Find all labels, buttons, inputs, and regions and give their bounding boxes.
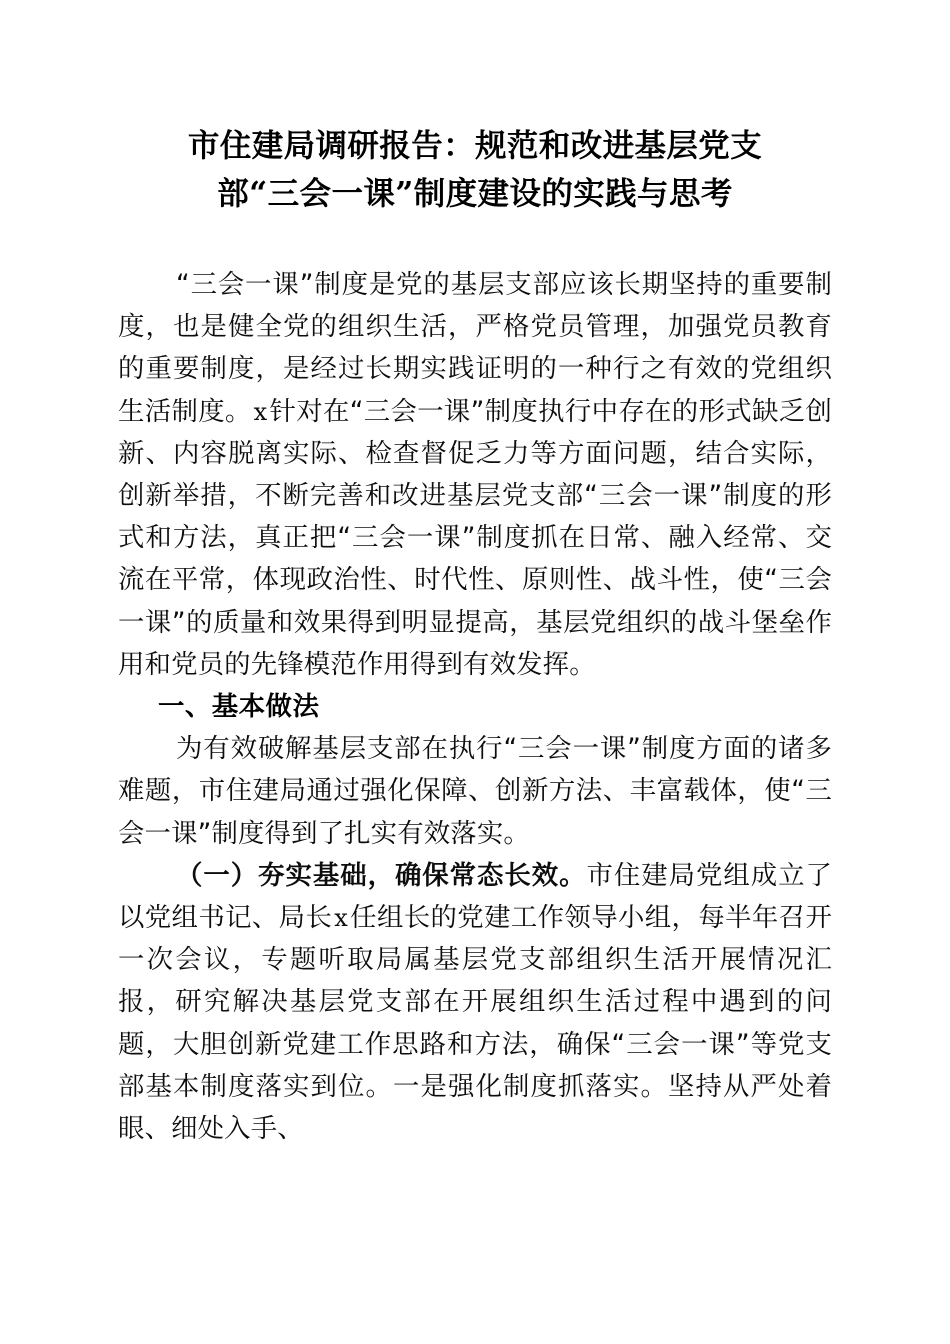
page-title-line-2: 部“三会一课”制度建设的实践与思考 xyxy=(217,175,733,212)
paragraph-subsection-one-text-a: 市住建局党组成立了以党组书记、局长 xyxy=(118,859,832,934)
paragraph-intro-text-b: 针对在“三会一课”制度执行中存在的形式缺乏创新、内容脱离实际、检查督促乏力等方面问题，结合实际，创新举措，不断完善和改进基层党支部“三会一课”制度的形式和方法，真正把“三会一课”制度抓在日常、融入经常、交流在平常，体现政治性、时代性、原则性、战斗性，使“三会一课”的质量和效果得到明显提高，基层党组织的战斗堡垒作用和党员的先锋模范作用得到有效发挥。 xyxy=(118,395,832,680)
paragraph-subsection-one-text-b: 任组长的党建工作领导小组，每半年召开一次会议，专题听取局属基层党支部组织生活开展情况汇报，研究解决基层党支部在开展组织生活过程中遇到的问题，大胆创新党建工作思路和方法，确保“三会一课”等党支部基本制度落实到位。一是强化制度抓落实。坚持从严处着眼、细处入手、 xyxy=(118,902,832,1145)
page-title xyxy=(118,0,832,218)
section-heading-basic-practices: 一、基本做法 xyxy=(158,691,320,723)
page-content-area xyxy=(118,0,832,1150)
paragraph-subsection-one-lead: （一）夯实基础，确保常态长效。 xyxy=(176,859,587,891)
document-body xyxy=(118,264,832,1150)
paragraph-overview: 为有效破解基层支部在执行“三会一课”制度方面的诸多难题，市住建局通过强化保障、创新方法、丰富载体，使“三会一课”制度得到了扎实有效落实。 xyxy=(118,733,832,849)
paragraph-intro-text-a: “三会一课”制度是党的基层支部应该长期坚持的重要制度，也是健全党的组织生活，严格党员管理，加强党员教育的重要制度，是经过长期实践证明的一种行之有效的党组织生活制度。 xyxy=(118,269,832,427)
paragraph-subsection-one-placeholder: x xyxy=(334,904,348,933)
page-title-line-1: 市住建局调研报告：规范和改进基层党支 xyxy=(187,127,763,164)
paragraph-subsection-one xyxy=(118,855,832,1150)
paragraph-intro-placeholder: x xyxy=(253,397,268,426)
paragraph-intro xyxy=(118,264,832,686)
